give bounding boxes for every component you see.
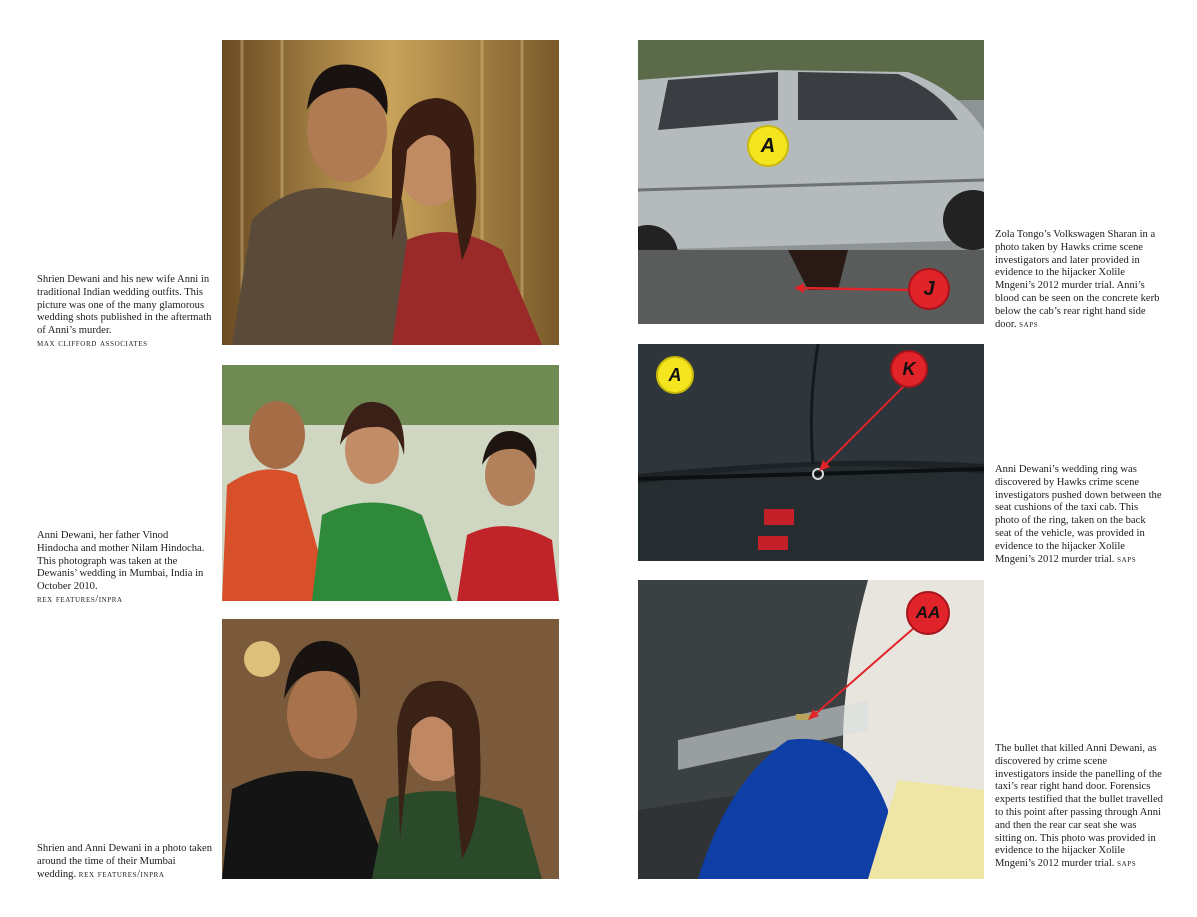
caption-wedding-couple (37, 274, 213, 351)
car-evidence-photo (638, 40, 984, 324)
caption-text: Zola Tongo’s Volkswagen Sharan in a photo taken by Hawks crime scene investigators and later provided in evidence to the hijacker Xolile Mngeni’s 2012 murder trial. Anni’s blood can be seen on the concrete kerb below the cab’s rear right hand side door. (995, 229, 1160, 330)
family-photo (222, 365, 559, 601)
caption-text: Shrien and Anni Dewani in a photo taken around the time of their Mumbai wedding. (37, 843, 213, 880)
photo-credit: max clifford associates (37, 337, 148, 349)
photo-credit: saps (1019, 318, 1039, 330)
evidence-label-aa: AA (906, 591, 950, 635)
caption-text: Anni Dewani’s wedding ring was discovered by Hawks crime scene investigators pushed down between the seat cushions of the taxi cab. This photo of the ring, taken on the back seat of the vehicle, was provided in evidence to the hijacker Xolile Mngeni’s 2012 murder trial. (995, 464, 1162, 565)
arrow-icon (638, 344, 984, 561)
evidence-label-a: A (656, 356, 694, 394)
caption-ring (995, 464, 1163, 566)
evidence-label-j: J (908, 268, 950, 310)
photo-credit: saps (1117, 858, 1137, 870)
caption-mumbai (37, 843, 217, 881)
caption-car (995, 229, 1163, 331)
seat-evidence-photo (638, 344, 984, 561)
door-panel-evidence-photo (638, 580, 984, 879)
caption-text: Anni Dewani, her father Vinod Hindocha and mother Nilam Hindocha. This photograph was taken at the Dewanis’ wedding in Mumbai, India in October 2010. (37, 530, 205, 593)
wedding-couple-photo (222, 40, 559, 345)
photo-credit: rex features/inpra (37, 593, 123, 605)
caption-text: Shrien Dewani and his new wife Anni in traditional Indian wedding outfits. This picture was one of the many glamorous wedding shots published in the aftermath of Anni’s murder. (37, 274, 212, 337)
evidence-label-a: A (747, 125, 789, 167)
photo-credit: rex features/inpra (78, 868, 165, 880)
evidence-label-k: K (890, 350, 928, 388)
caption-family (37, 530, 209, 607)
caption-bullet (995, 743, 1163, 871)
couple-mumbai-photo (222, 619, 559, 879)
caption-text: The bullet that killed Anni Dewani, as discovered by crime scene investigators inside the panelling of the taxi’s rear right hand door. Forensics experts testified that the bullet travelled to this point after passing through Anni and then the rear car seat she was sitting on. This photo was provided in evidence to the hijacker Xolile Mngeni’s 2012 murder trial. (995, 743, 1163, 870)
photo-credit: saps (1117, 553, 1137, 565)
